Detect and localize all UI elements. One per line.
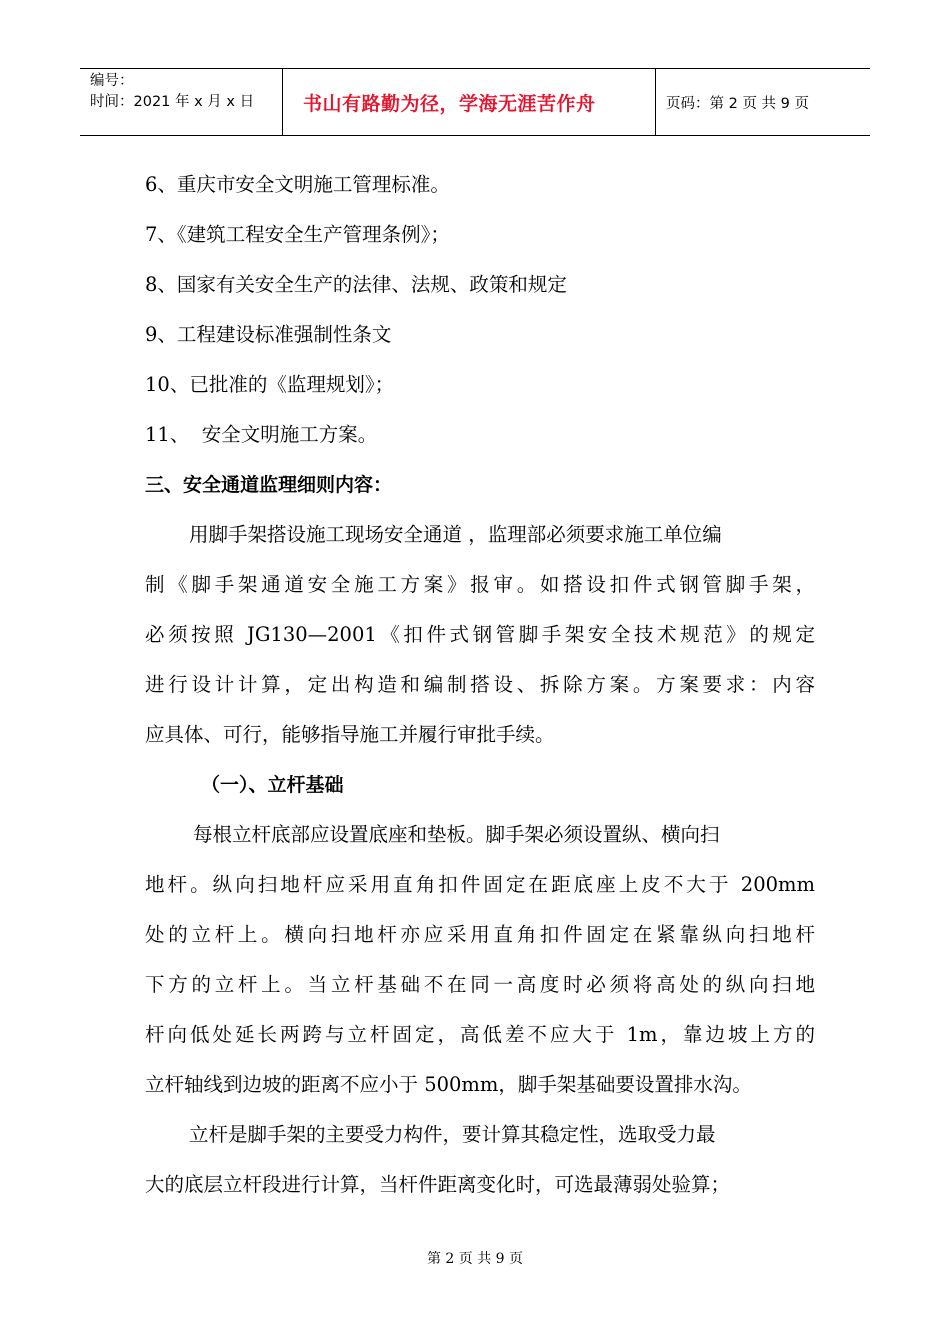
header-motto-cell — [282, 69, 656, 135]
paragraph-line: 大的底层立杆段进行计算，当杆件距离变化时，可选最薄弱处验算； — [145, 1173, 731, 1196]
document-date-label: 时间：2021 年 x 月 x 日 — [90, 94, 255, 110]
paragraph-line: 制《脚手架通道安全施工方案》报审。如搭设扣件式钢管脚手架， — [145, 573, 815, 596]
subsection-heading: （一）、立杆基础 — [201, 774, 344, 796]
paragraph-line: 用脚手架搭设施工现场安全通道 ，监理部必须要求施工单位编 — [189, 523, 722, 546]
document-number-label: 编号： — [90, 73, 134, 89]
paragraph-line: 进行设计计算，定出构造和编制搭设、拆除方案。方案要求：内容 — [145, 673, 815, 696]
list-item: 10、已批准的《监理规划》； — [145, 373, 395, 396]
document-body — [145, 160, 815, 1210]
paragraph-scheme — [145, 510, 815, 760]
paragraph-line: 杆向低处延长两跨与立杆固定，高低差不应大于 1m，靠边坡上方的 — [145, 1023, 815, 1046]
paragraph-line: 下方的立杆上。当立杆基础不在同一高度时必须将高处的纵向扫地 — [145, 973, 815, 996]
header-page-cell — [656, 69, 870, 135]
paragraph-foundation — [145, 810, 815, 1110]
header-table — [80, 68, 870, 136]
paragraph-line: 立杆是脚手架的主要受力构件，要计算其稳定性，选取受力最 — [189, 1123, 716, 1146]
page-footer: 第 2 页 共 9 页 — [426, 1251, 524, 1267]
paragraph-line: 每根立杆底部应设置底座和垫板。脚手架必须设置纵、横向扫 — [193, 823, 720, 846]
section-heading: 三、安全通道监理细则内容： — [145, 474, 393, 496]
paragraph-line: 立杆轴线到边坡的距离不应小于 500mm，脚手架基础要设置排水沟。 — [145, 1073, 752, 1096]
header-page-label: 页码：第 2 页 共 9 页 — [666, 95, 809, 112]
paragraph-stability — [145, 1110, 815, 1210]
paragraph-line: 处的立杆上。横向扫地杆亦应采用直角扣件固定在紧靠纵向扫地杆 — [145, 923, 815, 946]
list-item: 8、国家有关安全生产的法律、法规、政策和规定 — [145, 273, 567, 296]
list-item: 7、《建筑工程安全生产管理条例》； — [145, 223, 450, 246]
list-item: 6、重庆市安全文明施工管理标准。 — [145, 173, 450, 196]
paragraph-line: 应具体、可行，能够指导施工并履行审批手续。 — [145, 723, 555, 746]
list-item: 11、 安全文明施工方案。 — [145, 423, 378, 446]
paragraph-line: 必须按照 JG130—2001《扣件式钢管脚手架安全技术规范》的规定 — [145, 623, 815, 646]
list-item: 9、工程建设标准强制性条文 — [145, 323, 392, 346]
paragraph-line: 地杆。纵向扫地杆应采用直角扣件固定在距底座上皮不大于 200mm — [145, 873, 815, 896]
header-left-cell — [80, 69, 282, 135]
header-motto: 书山有路勤为径，学海无涯苦作舟 — [303, 92, 596, 115]
